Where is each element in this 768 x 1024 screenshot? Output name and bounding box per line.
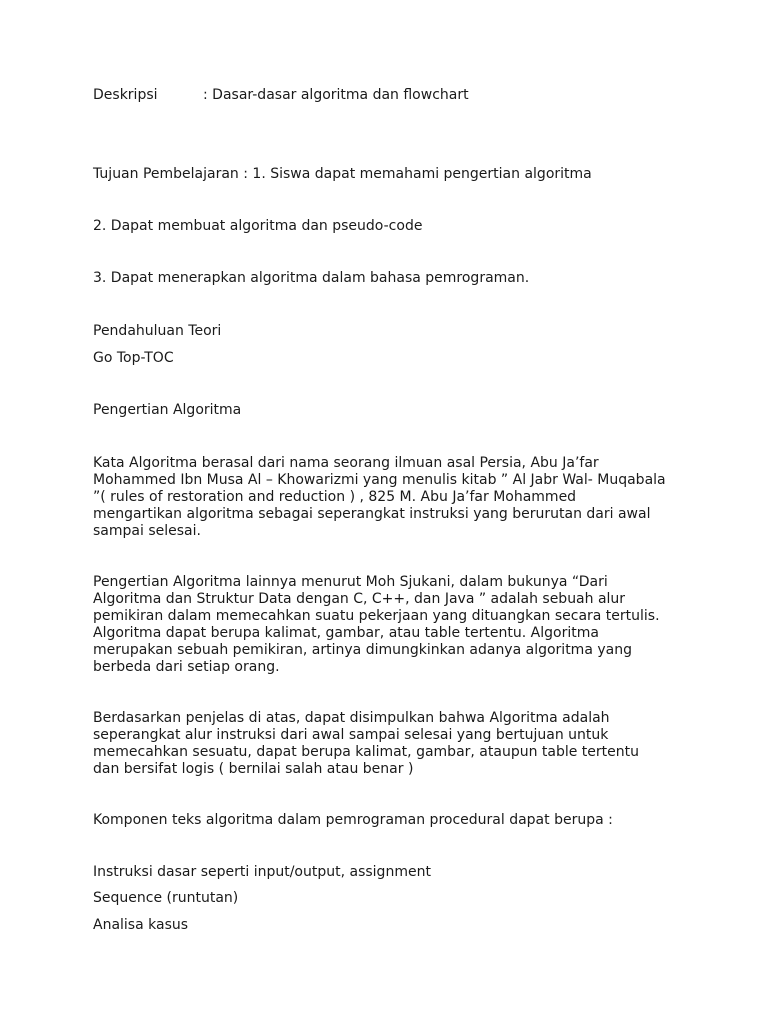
paragraph-line: pemikiran dalam memecahkan suatu pekerjaan yang dituangkan secara tertulis. [93,608,660,624]
objective-line-3: 3. Dapat menerapkan algoritma dalam bahasa pemrograman. [93,270,530,286]
objective-line-1: Tujuan Pembelajaran : 1. Siswa dapat memahami pengertian algoritma [93,166,592,182]
paragraph-line: sampai selesai. [93,523,201,539]
paragraph-line: ”( rules of restoration and reduction ) , 825 M. Abu Ja’far Mohammed [93,489,577,505]
paragraph-line: Algoritma dapat berupa kalimat, gambar, atau table tertentu. Algoritma [93,625,599,641]
section-title: Pendahuluan Teori [93,323,222,339]
paragraph-line: Mohammed Ibn Musa Al – Khowarizmi yang menulis kitab ” Al Jabr Wal- Muqabala [93,472,666,488]
paragraph-1 [93,455,693,540]
paragraph-line: memecahkan sesuatu, dapat berupa kalimat, gambar, ataupun table tertentu [93,744,640,760]
paragraph-line: berbeda dari setiap orang. [93,659,280,675]
paragraph-3 [93,710,693,778]
section-subtitle: Pengertian Algoritma [93,402,242,418]
paragraph-line: seperangkat alur instruksi dari awal sampai selesai yang bertujuan untuk [93,727,609,743]
paragraph-line: merupakan sebuah pemikiran, artinya dimungkinkan adanya algoritma yang [93,642,632,658]
objective-line-2: 2. Dapat membuat algoritma dan pseudo-code [93,218,423,234]
paragraph-line: Berdasarkan penjelas di atas, dapat disimpulkan bahwa Algoritma adalah [93,710,610,726]
paragraph-line: Pengertian Algoritma lainnya menurut Moh Sjukani, dalam bukunya “Dari [93,574,608,590]
description-value: : Dasar-dasar algoritma dan flowchart [203,87,469,103]
component-item: Instruksi dasar seperti input/output, assignment [93,864,431,880]
paragraph-line: Kata Algoritma berasal dari nama seorang ilmuan asal Persia, Abu Ja’far [93,455,599,471]
paragraph-2 [93,574,693,676]
component-item: Analisa kasus [93,917,189,933]
components-intro: Komponen teks algoritma dalam pemrograman procedural dapat berupa : [93,812,613,828]
toc-link[interactable]: Go Top-TOC [93,350,174,366]
description-label: Deskripsi [93,87,158,103]
paragraph-line: dan bersifat logis ( bernilai salah atau benar ) [93,761,414,777]
paragraph-line: Algoritma dan Struktur Data dengan C, C++, dan Java ” adalah sebuah alur [93,591,626,607]
component-item: Sequence (runtutan) [93,890,239,906]
paragraph-line: mengartikan algoritma sebagai seperangkat instruksi yang berurutan dari awal [93,506,651,522]
description-line [93,87,469,104]
